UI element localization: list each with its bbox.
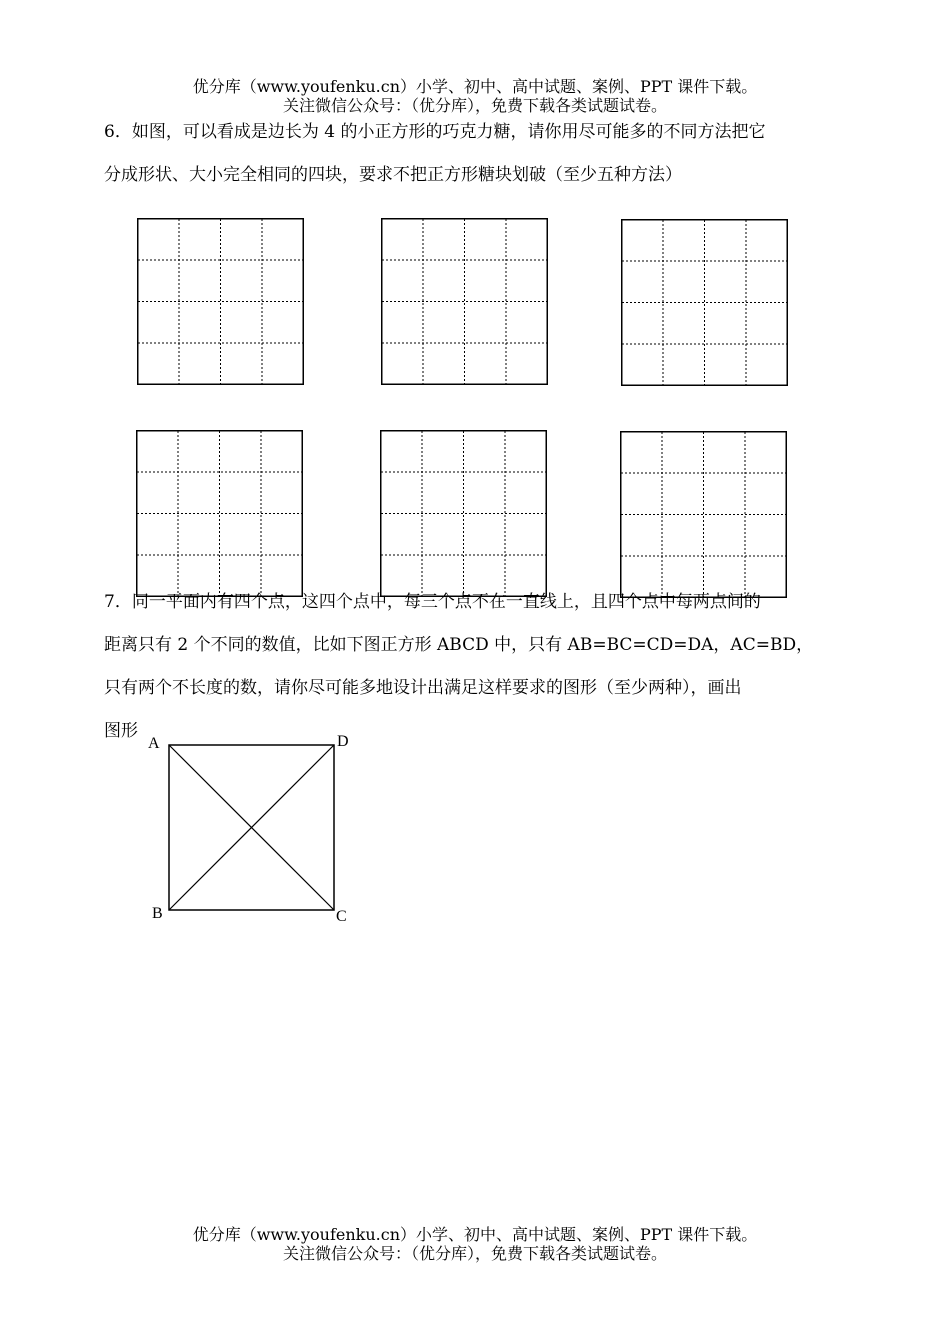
chocolate-grid-3 (621, 219, 788, 386)
label-d: D (337, 733, 349, 750)
page-header (0, 77, 950, 115)
square-abcd-figure (140, 728, 370, 928)
label-c: C (336, 908, 347, 925)
chocolate-grid-5 (380, 430, 547, 597)
q7-line-3: 只有两个不长度的数，请你尽可能多地设计出满足这样要求的图形（至少两种），画出 (104, 678, 742, 698)
q6-line-2: 分成形状、大小完全相同的四块，要求不把正方形糖块划破（至少五种方法） (104, 165, 682, 185)
header-line-2: 关注微信公众号：（优分库），免费下载各类试题试卷。 (282, 96, 667, 115)
label-b: B (152, 905, 163, 922)
chocolate-grid-2 (381, 218, 548, 385)
footer-line-2: 关注微信公众号：（优分库），免费下载各类试题试卷。 (282, 1244, 667, 1263)
header-line-1: 优分库（www.youfenku.cn）小学、初中、高中试题、案例、PPT 课件下载。 (192, 77, 758, 96)
page-footer (0, 1225, 950, 1263)
q7-line-2: 距离只有 2 个不同的数值，比如下图正方形 ABCD 中，只有 AB=BC=CD=DA，AC=BD， (104, 635, 814, 655)
footer-line-1: 优分库（www.youfenku.cn）小学、初中、高中试题、案例、PPT 课件下载。 (192, 1225, 758, 1244)
q7-line-4: 图形 (104, 721, 138, 741)
chocolate-grid-1 (137, 218, 304, 385)
chocolate-grid-6 (620, 431, 787, 598)
q7-line-1: 7．同一平面内有四个点，这四个点中，每三个点不在一直线上，且四个点中每两点间的 (104, 592, 761, 612)
label-a: A (148, 735, 160, 752)
q6-line-1: 6．如图，可以看成是边长为 4 的小正方形的巧克力糖，请你用尽可能多的不同方法把它 (104, 122, 766, 142)
chocolate-grid-4 (136, 430, 303, 597)
